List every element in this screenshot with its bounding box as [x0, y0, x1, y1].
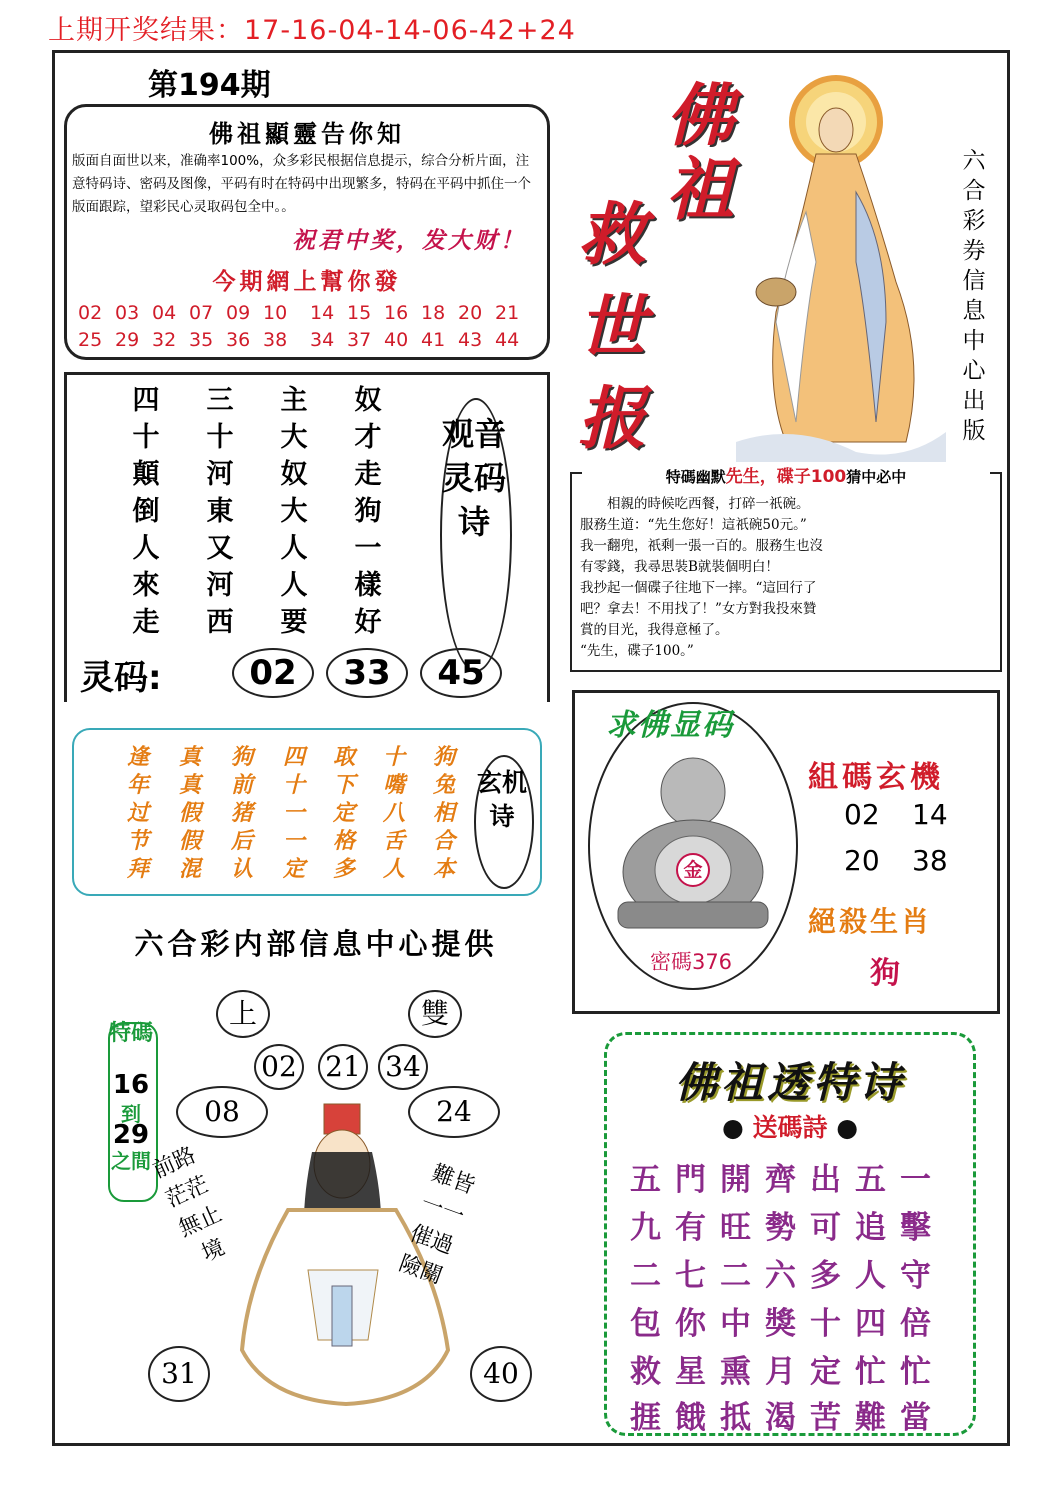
lingma-label: 灵码: [80, 658, 162, 698]
lingma-number: 33 [326, 648, 408, 698]
number-oval: 40 [470, 1346, 532, 1402]
number: 36 [226, 329, 251, 351]
xuanji-title: 玄机诗 [476, 768, 527, 831]
number-row-2 [78, 329, 532, 351]
joke-text: 相親的時候吃西餐，打碎一祇碗。 服務生道：“先生您好！這祇碗50元。” 我一翻兜，祇剩一張一百的。服務生也沒 有零錢，我尋思裝B就裝個明白！ 我抄起一個碟子往地下一摔。“這回行了 吧？拿去！不用找了！”女方對我投來贊 賞的目光，我得意極了。 “先生，碟子100。” [580, 496, 823, 659]
number-oval: 08 [176, 1086, 268, 1138]
number: 07 [189, 302, 214, 324]
tema-end: 之間 [111, 1149, 151, 1173]
poem-row: 救星熏月定忙忙 [630, 1354, 945, 1390]
number-oval: 31 [148, 1346, 210, 1402]
number-oval: 21 [318, 1044, 368, 1090]
intro-text: 版面自面世以来，准确率100%，众多彩民根据信息提示，综合分析片面，注意特码诗、密码及图像，平码有时在特码中出现繁多，特码在平码中抓住一个版面跟踪，望彩民心灵取码包全中。。 [72, 153, 531, 215]
poem-row: 五門開齊出五一 [630, 1162, 945, 1198]
number: 32 [152, 329, 177, 351]
poem-column-1: 四十顛倒人來走 [132, 385, 160, 638]
number: 16 [384, 302, 409, 324]
joke-title: 特碼幽默先生，碟子100猜中必中 [582, 462, 990, 487]
xuanji-column: 取下定格多 [332, 745, 355, 882]
intro-wish: 祝君中奖，发大财！ [292, 228, 526, 254]
zuma-number: 20 [844, 844, 880, 877]
tema-to-char: 到 [121, 1102, 141, 1126]
lingma-number: 02 [232, 648, 314, 698]
buddha-title: 求佛显码 [606, 708, 734, 743]
top-left-char: 上 [216, 990, 270, 1038]
zuma-number: 14 [912, 798, 948, 831]
juesha-value: 狗 [870, 956, 900, 991]
laughing-buddha-illustration [608, 752, 778, 932]
poem-column-4: 奴才走狗一樣好 [354, 385, 382, 638]
left-verse: 前路茫茫無止境 [149, 1142, 229, 1267]
number: 21 [495, 302, 520, 324]
number-oval: 02 [254, 1044, 304, 1090]
standing-guanyin-illustration [736, 62, 946, 462]
number: 10 [263, 302, 288, 324]
poem-row: 九有旺勢可追擊 [630, 1210, 945, 1246]
tema-to: 29 [112, 1120, 150, 1150]
xuanji-column: 逢年过节拜 [126, 745, 149, 882]
number-row-1 [78, 302, 532, 324]
poem-column-2: 三十河東又河西 [206, 385, 234, 638]
tema-label: 特碼 [108, 1021, 153, 1046]
poem-row: 捱餓抵渴苦難當 [630, 1400, 945, 1436]
title-fozu: 佛祖 [666, 77, 735, 230]
number: 04 [152, 302, 177, 324]
provider-line: 六合彩内部信息中心提供 [134, 927, 498, 961]
right-verse: 難皆一一催過險關 [395, 1160, 479, 1290]
poem-column-3: 主大奴大人人要 [280, 385, 308, 638]
last-result-header: 上期开奖结果：17-16-04-14-06-42+24 [48, 15, 576, 46]
number: 14 [310, 302, 335, 324]
number: 35 [189, 329, 214, 351]
number: 02 [78, 302, 103, 324]
intro-subtitle: 今期網上幫你發 [212, 269, 402, 295]
xuanji-column: 十嘴八舌人 [382, 745, 405, 882]
number: 29 [115, 329, 140, 351]
poem-row: 包你中獎十四倍 [630, 1306, 945, 1342]
zuma-number: 38 [912, 844, 948, 877]
send-poem-title: 佛祖透特诗 [674, 1058, 905, 1107]
xuanji-column: 狗前猪后认 [230, 745, 253, 882]
number: 03 [115, 302, 140, 324]
send-poem-sub: ● 送碼詩 ● [721, 1113, 859, 1142]
poem-row: 二七二六多人守 [630, 1258, 945, 1294]
number: 34 [310, 329, 335, 351]
number: 37 [347, 329, 372, 351]
zuma-number: 02 [844, 798, 880, 831]
juesha-title: 絕殺生肖 [808, 905, 933, 938]
number: 25 [78, 329, 103, 351]
lingma-number: 45 [420, 648, 502, 698]
number: 43 [458, 329, 483, 351]
number-oval: 34 [378, 1044, 428, 1090]
top-right-char: 雙 [408, 990, 462, 1038]
number: 41 [421, 329, 446, 351]
number: 40 [384, 329, 409, 351]
xuanji-column: 真真假假混 [178, 745, 201, 882]
title-jiushibao: 救世报 [578, 196, 647, 459]
number: 18 [421, 302, 446, 324]
number: 38 [263, 329, 288, 351]
gold-char: 金 [683, 859, 703, 881]
poem-title: 观音灵码诗 [441, 415, 506, 541]
number-oval: 24 [408, 1086, 500, 1138]
xuanji-column: 四十一一定 [282, 745, 305, 882]
number: 20 [458, 302, 483, 324]
number: 44 [495, 329, 520, 351]
number: 09 [226, 302, 251, 324]
zuma-title: 組碼玄機 [808, 760, 944, 795]
publisher-vertical: 六合彩券信息中心出版 [962, 148, 986, 444]
number: 15 [347, 302, 372, 324]
mima-code: 密碼376 [649, 950, 733, 974]
issue-number: 第194期 [148, 68, 271, 103]
xuanji-column: 狗兔相合本 [432, 745, 455, 882]
tema-from: 16 [112, 1070, 150, 1100]
intro-title: 佛祖顯靈告你知 [209, 120, 405, 148]
